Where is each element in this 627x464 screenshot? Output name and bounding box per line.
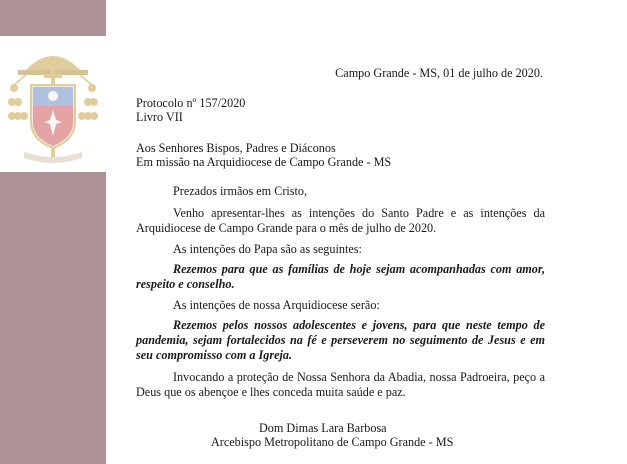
coat-of-arms-icon xyxy=(6,40,100,168)
greeting: Prezados irmãos em Cristo, xyxy=(173,184,308,198)
paragraph-pope-intentions-heading: As intenções do Papa são as seguintes: xyxy=(173,242,362,256)
recipients-line-2: Em missão na Arquidiocese de Campo Grande - MS xyxy=(136,155,392,169)
paragraph-archdiocese-intentions-heading: As intenções de nossa Arquidiocese serão: xyxy=(173,298,380,312)
sidebar-bottom-band xyxy=(0,172,106,464)
paragraph-archdiocese-intention: Rezemos pelos nossos adolescentes e jovens, para que neste tempo de pandemia, sejam fortalecidos na fé e perseverem no seguimento de Jesus e em seu compromisso com a Igreja. xyxy=(136,318,545,362)
signer-title: Arcebispo Metropolitano de Campo Grande - MS xyxy=(211,435,454,449)
sidebar-top-band xyxy=(0,0,106,36)
protocol-number: Protocolo nº 157/2020 xyxy=(136,96,246,110)
paragraph-intro: Venho apresentar-lhes as intenções do Santo Padre e as intenções da Arquidiocese de Campo Grande para o mês de julho de 2020. xyxy=(136,206,545,235)
book-number: Livro VII xyxy=(136,110,183,124)
paragraph-closing: Invocando a proteção de Nossa Senhora da Abadia, nossa Padroeira, peço a Deus que os abençoe e lhes conceda muita saúde e paz. xyxy=(136,370,545,399)
signer-name: Dom Dimas Lara Barbosa xyxy=(259,421,387,435)
paragraph-pope-intention: Rezemos para que as famílias de hoje sejam acompanhadas com amor, respeito e conselho. xyxy=(136,262,545,291)
place-date: Campo Grande - MS, 01 de julho de 2020. xyxy=(335,66,543,80)
recipients-line-1: Aos Senhores Bispos, Padres e Diáconos xyxy=(136,141,336,155)
